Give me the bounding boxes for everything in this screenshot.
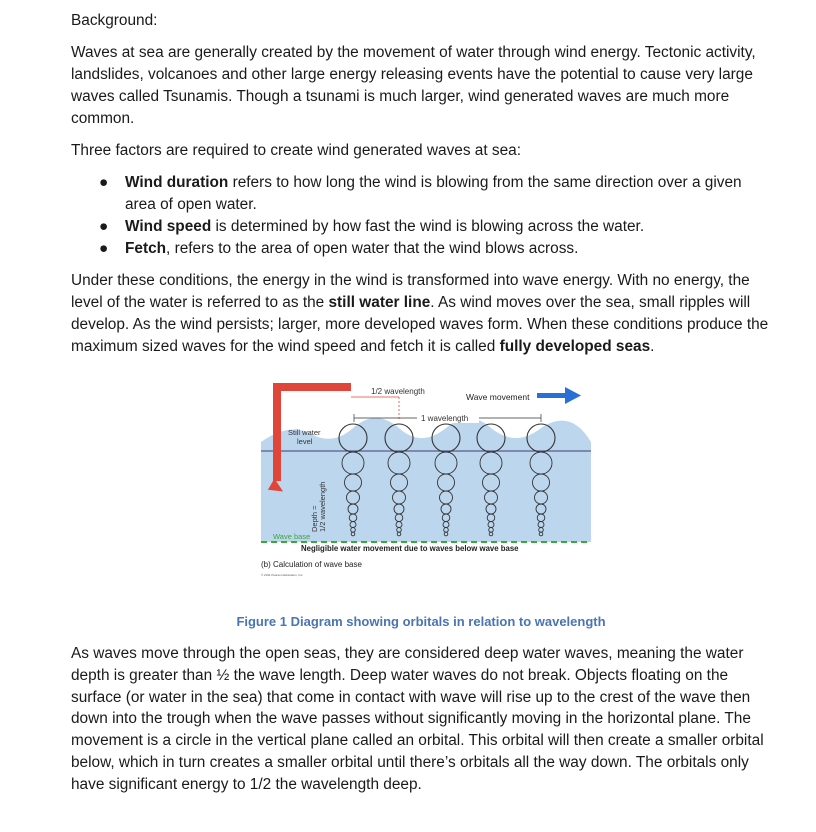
- copyright-note: © 2011 Pearson Education, Inc.: [261, 573, 304, 577]
- intro-paragraph: Waves at sea are generally created by the movement of water through wind energy. Tectonic activity, landslides, volcanoes and other large energy releasing events have the potential to cause very large waves called Tsunamis. Though a tsunami is much larger, wind generated waves are much more common.: [71, 44, 756, 127]
- bullet-icon: ●: [99, 174, 109, 191]
- wave-base-label: Wave base: [273, 532, 311, 541]
- fully-developed-seas-term: fully developed seas: [499, 338, 651, 355]
- bullet-icon: ●: [99, 218, 109, 235]
- wave-movement-label: Wave movement: [466, 392, 530, 402]
- factor-text: , refers to the area of open water that the wind blows across.: [166, 240, 579, 257]
- factor-term: Wind speed: [125, 218, 212, 235]
- bullet-icon: ●: [99, 240, 109, 257]
- factors-intro: Three factors are required to create wind generated waves at sea:: [71, 142, 521, 159]
- negligible-movement-label: Negligible water movement due to waves below wave base: [301, 544, 519, 553]
- depth-label-2: 1/2 wavelength: [318, 481, 327, 532]
- wave-movement-arrow-icon: [565, 387, 581, 404]
- list-item: [71, 238, 771, 260]
- factor-text: is determined by how fast the wind is blowing across the water.: [211, 218, 645, 235]
- still-water-line-term: still water line: [328, 294, 431, 311]
- depth-label-1: Depth =: [310, 505, 319, 532]
- document-page: [71, 10, 771, 796]
- orbital-diagram: [71, 368, 771, 613]
- half-wavelength-label: 1/2 wavelength: [371, 387, 425, 396]
- list-item: [71, 216, 771, 238]
- wave-diagram-figure: [71, 368, 771, 613]
- sub-caption: (b) Calculation of wave base: [261, 560, 362, 569]
- still-water-label-2: level: [297, 437, 313, 446]
- factor-term: Fetch: [125, 240, 167, 257]
- background-heading: Background:: [71, 12, 158, 29]
- figure-caption: Figure 1 Diagram showing orbitals in relation to wavelength: [236, 614, 606, 629]
- still-water-label-1: Still water: [288, 428, 321, 437]
- factor-term: Wind duration: [125, 174, 229, 191]
- factor-text: refers to how long the wind is blowing from the same direction over a given area of open water.: [125, 174, 742, 213]
- wave-movement-arrow-shaft: [537, 393, 565, 398]
- factors-list: [71, 172, 771, 260]
- list-item: [71, 172, 771, 216]
- conditions-paragraph: Under these conditions, the energy in the wind is transformed into wave energy. With no energy, the level of the water is referred to as the still water line. As wind moves over the sea, small ripples will develop. As the wind persists; larger, more developed waves form. When these conditions produce the maximum sized waves for the wind speed and fetch it is called fully developed seas.: [71, 272, 769, 355]
- closing-paragraph: As waves move through the open seas, they are considered deep water waves, meaning the water depth is greater than ½ the wave length. Deep water waves do not break. Objects floating on the surface (or water in the sea) that come in contact with wave will rise up to the crest of the wave then down into the trough when the wave passes without significantly moving in the horizontal plane. The movement is a circle in the vertical plane called an orbital. This orbital will then create a smaller orbital below, which in turn creates a smaller orbital until there’s orbitals all the way down. The orbitals only have significant energy to 1/2 the wavelength deep.: [71, 645, 764, 793]
- one-wavelength-label: 1 wavelength: [421, 414, 469, 423]
